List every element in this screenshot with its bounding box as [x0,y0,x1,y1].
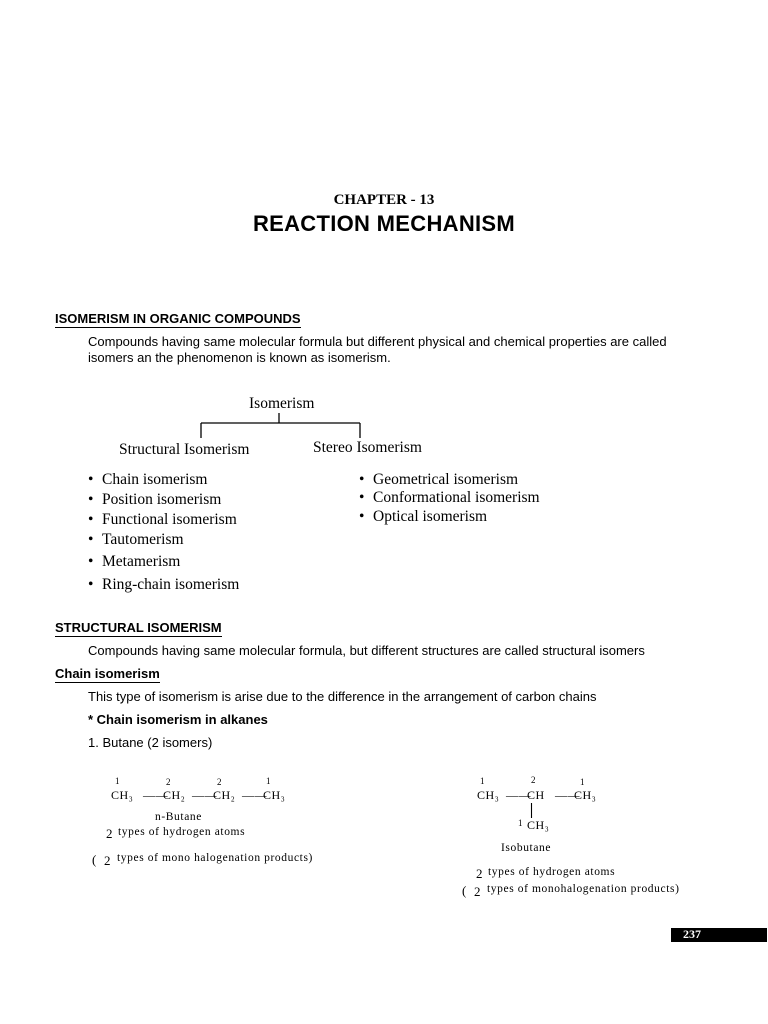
isobutane-paren: ( [462,883,467,898]
list-item-stereo: • Optical isomerism [359,508,488,525]
bond: —— [555,788,580,802]
section-heading-isomerism: ISOMERISM IN ORGANIC COMPOUNDS [55,311,301,326]
list-item-structural: • Metamerism [88,553,181,570]
n-butane-name: n-Butane [155,811,202,823]
chapter-label: CHAPTER - 13 [333,192,435,208]
section-heading-structural: STRUCTURAL ISOMERISM [55,620,222,635]
isomerism-paragraph-line-1: Compounds having same molecular formula but different physical and chemical properties are called [88,334,667,349]
bond: —— [506,788,531,802]
list-item-structural: • Tautomerism [88,531,184,548]
isobutane-h-text: types of hydrogen atoms [488,866,616,878]
carbon-number: 2 [217,777,222,787]
tree-node-stereo: Stereo Isomerism [313,439,422,456]
isobutane-group: CH₃ [574,788,597,802]
branch-bond-line [530,803,534,819]
list-item-stereo: • Conformational isomerism [359,489,540,506]
isobutane-product-text: types of monohalogenation products) [487,883,680,895]
isobutane-product-count: 2 [474,884,481,899]
carbon-number: 2 [166,777,171,787]
tree-node-structural: Structural Isomerism [119,441,250,458]
n-butane-product-count: 2 [104,853,111,868]
bond: —— [192,788,217,802]
list-item-structural: • Functional isomerism [88,511,237,528]
n-butane-h-text: types of hydrogen atoms [118,826,246,838]
isobutane-group: CH₃ [477,788,500,802]
isobutane-branch-group: CH₃ [527,818,550,832]
carbon-number: 1 [115,776,120,786]
butane-example-label: 1. Butane (2 isomers) [88,735,213,750]
chain-paragraph: This type of isomerism is arise due to the difference in the arrangement of carbon chains [88,689,597,704]
isobutane-group: CH [527,788,545,802]
n-butane-group: CH₃ [111,788,134,802]
bond: —— [242,788,267,802]
structural-paragraph: Compounds having same molecular formula, but different structures are called structural isomers [88,643,645,658]
isobutane-h-count: 2 [476,866,483,881]
tree-connector-lines [0,0,768,460]
isobutane-name: Isobutane [501,842,552,854]
n-butane-product-text: types of mono halogenation products) [117,852,313,864]
list-item-structural: • Ring-chain isomerism [88,576,240,593]
tree-root-isomerism: Isomerism [249,395,315,412]
n-butane-group: CH₂ [213,788,236,802]
carbon-number: 1 [266,776,271,786]
carbon-number: 1 [580,777,585,787]
carbon-number: 2 [531,775,536,785]
page-number: 237 [683,927,701,941]
isomerism-paragraph-line-2: isomers an the phenomenon is known as isomerism. [88,350,391,365]
n-butane-group: CH₂ [163,788,186,802]
chapter-title: REACTION MECHANISM [252,211,516,236]
list-item-structural: • Chain isomerism [88,471,208,488]
n-butane-paren: ( [92,852,97,867]
n-butane-h-count: 2 [106,826,113,841]
n-butane-group: CH₃ [263,788,286,802]
chain-alkanes-subheading: * Chain isomerism in alkanes [88,712,268,727]
carbon-number: 1 [480,776,485,786]
list-item-stereo: • Geometrical isomerism [359,471,519,488]
bond: —— [143,788,168,802]
subsection-heading-chain: Chain isomerism [55,666,160,681]
carbon-number: 1 [518,818,523,828]
page-number-box [671,928,767,942]
list-item-structural: • Position isomerism [88,491,222,508]
